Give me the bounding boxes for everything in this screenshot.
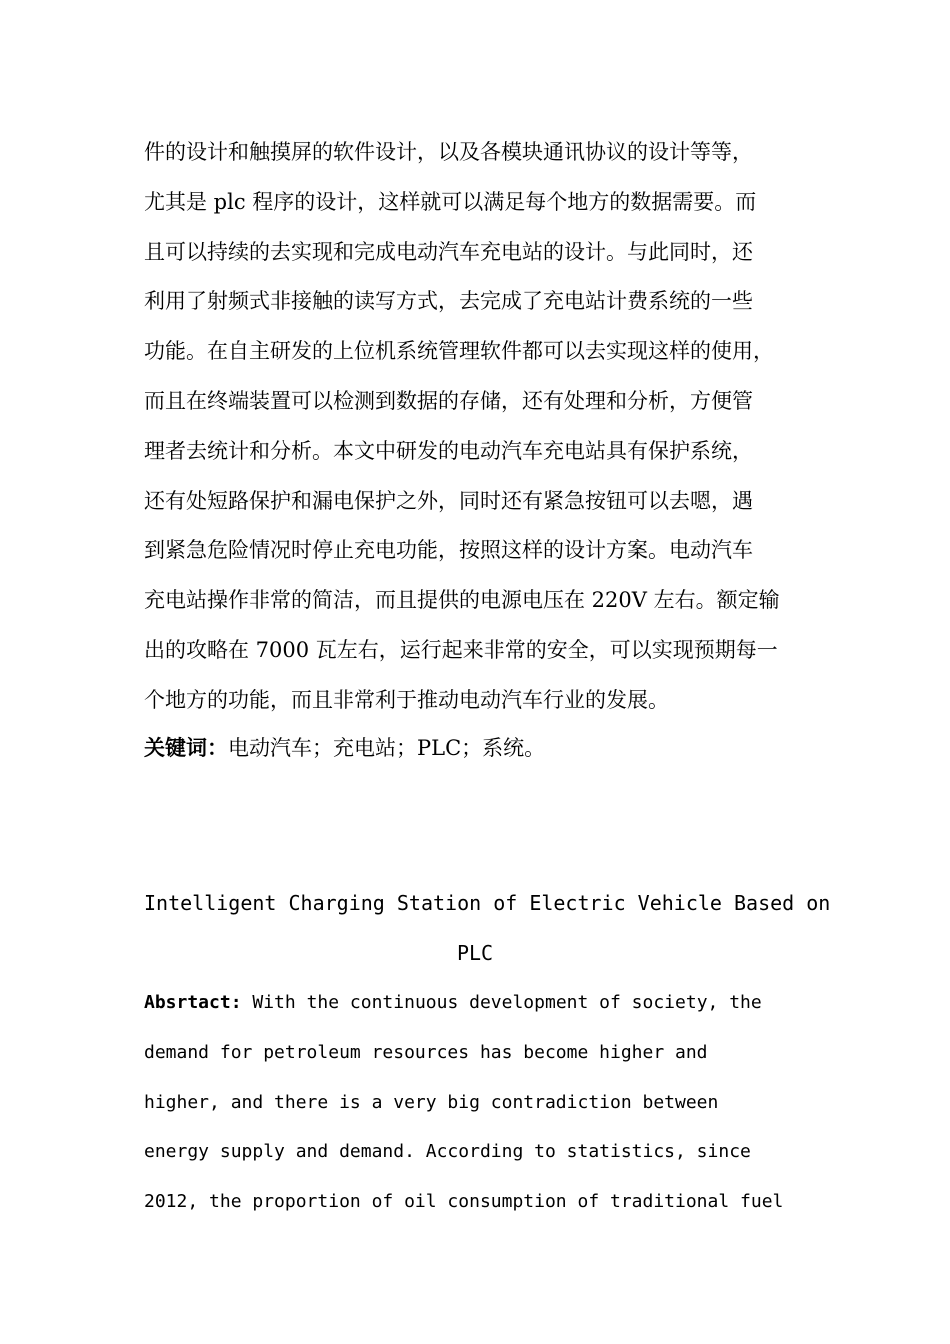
paragraph-line: 理者去统计和分析。本文中研发的电动汽车充电站具有保护系统， [144,438,753,463]
english-title-line-1: Intelligent Charging Station of Electric Vehicle Based on [144,891,831,915]
chinese-abstract-paragraph [144,128,806,726]
keywords-line [144,728,806,768]
paragraph-line: 2012, the proportion of oil consumption of traditional fuel [144,1191,784,1213]
english-abstract-paragraph [144,978,806,1227]
paragraph-line: 充电站操作非常的简洁，而且提供的电源电压在 220V 左右。额定输 [144,588,780,613]
abstract-first-line-text: With the continuous development of society, the [241,992,762,1013]
paragraph-line: 而且在终端装置可以检测到数据的存储，还有处理和分析，方便管 [144,388,753,413]
paragraph-line: energy supply and demand. According to statistics, since [144,1141,751,1163]
paragraph-line: 功能。在自主研发的上位机系统管理软件都可以去实现这样的使用， [144,339,774,364]
paragraph-line: 到紧急危险情况时停止充电功能，按照这样的设计方案。电动汽车 [144,538,753,563]
abstract-first-line [144,978,806,1028]
paragraph-line: demand for petroleum resources has become higher and [144,1041,708,1063]
paragraph-line: 还有处短路保护和漏电保护之外，同时还有紧急按钮可以去嗯，遇 [144,488,753,513]
english-title [144,878,831,978]
paragraph-line: 出的攻略在 7000 瓦左右，运行起来非常的安全，可以实现预期每一 [144,637,778,662]
paragraph-line: 尤其是 plc 程序的设计，这样就可以满足每个地方的数据需要。而 [144,189,757,214]
paragraph-line: 个地方的功能，而且非常利于推动电动汽车行业的发展。 [144,687,669,712]
paragraph-line: 且可以持续的去实现和完成电动汽车充电站的设计。与此同时，还 [144,239,753,264]
paragraph-line: 利用了射频式非接触的读写方式，去完成了充电站计费系统的一些 [144,289,753,314]
keywords-label: 关键词： [144,735,228,760]
paragraph-line: 件的设计和触摸屏的软件设计，以及各模块通讯协议的设计等等， [144,140,753,164]
paragraph-line: higher, and there is a very big contradiction between [144,1091,719,1113]
abstract-label: Absrtact: [144,992,242,1013]
keywords-text: 电动汽车；充电站；PLC；系统。 [228,736,546,760]
english-title-line-2: PLC [456,941,494,965]
